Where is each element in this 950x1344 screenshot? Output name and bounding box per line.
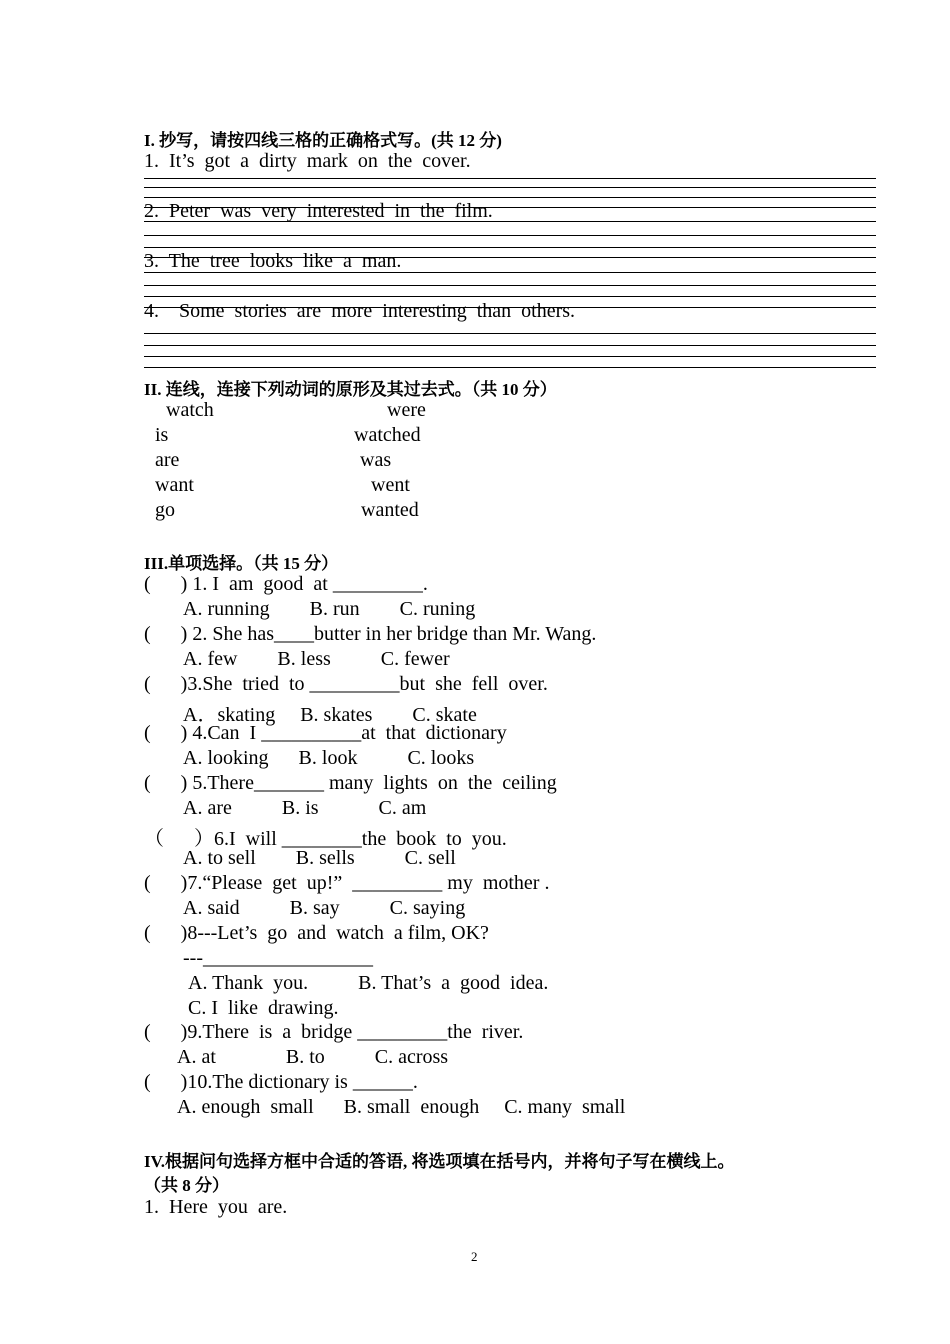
writing-line [144, 285, 876, 286]
question-7: ( )7.“Please get up!” _________ my mother . [144, 872, 550, 894]
question-7-options: A. said B. say C. saying [183, 897, 466, 919]
question-10: ( )10.The dictionary is ______. [144, 1071, 418, 1093]
question-8-option-c: C. I like drawing. [188, 997, 339, 1019]
verb-past-watched: watched [354, 424, 421, 446]
question-1: ( ) 1. I am good at _________. [144, 573, 428, 595]
writing-line [144, 197, 876, 198]
question-2: ( ) 2. She has____butter in her bridge than Mr. Wang. [144, 623, 597, 645]
writing-line [144, 272, 876, 273]
question-8-answer-blank: ---_________________ [183, 947, 373, 969]
verb-base-go: go [155, 499, 175, 521]
question-2-options: A. few B. less C. fewer [183, 648, 450, 670]
question-4-options: A. looking B. look C. looks [183, 747, 475, 769]
question-9-options: A. at B. to C. across [177, 1046, 449, 1068]
question-5: ( ) 5.There_______ many lights on the ceiling [144, 772, 557, 794]
writing-line [144, 178, 876, 179]
verb-base-watch: watch [166, 399, 214, 421]
question-10-options: A. enough small B. small enough C. many small [177, 1096, 626, 1118]
question-3-options: A．skating B. skates C. skate [183, 704, 477, 726]
section-3-heading: III.单项选择。（共 15 分） [144, 554, 339, 573]
writing-line [144, 345, 876, 346]
page-number: 2 [471, 1249, 478, 1264]
question-6: （ ）6.I will ________the book to you. [144, 828, 507, 850]
verb-base-is: is [155, 424, 169, 446]
section-4-heading: IV.根据问句选择方框中合适的答语, 将选项填在括号内，并将句子写在横线上。 [144, 1152, 735, 1171]
verb-past-was: was [360, 449, 392, 471]
writing-line [144, 187, 876, 188]
question-6-options: A. to sell B. sells C. sell [183, 847, 456, 869]
question-3: ( )3.She tried to _________but she fell over. [144, 673, 548, 695]
question-8-options-ab: A. Thank you. B. That’s a good idea. [188, 972, 549, 994]
writing-line [144, 247, 876, 248]
copy-sentence-3: 3. The tree looks like a man. [144, 250, 402, 272]
verb-base-are: are [155, 449, 180, 471]
section-2-heading: II. 连线，连接下列动词的原形及其过去式。（共 10 分） [144, 380, 557, 399]
copy-sentence-2: 2. Peter was very interested in the film. [144, 200, 493, 222]
writing-line [144, 333, 876, 334]
verb-past-wanted: wanted [361, 499, 419, 521]
question-9: ( )9.There is a bridge _________the river. [144, 1021, 524, 1043]
writing-line [144, 235, 876, 236]
writing-line [144, 221, 876, 222]
section-4-points: （共 8 分） [144, 1176, 229, 1195]
question-8: ( )8---Let’s go and watch a film, OK? [144, 922, 489, 944]
copy-sentence-1: 1. It’s got a dirty mark on the cover. [144, 150, 471, 172]
dialogue-line-1: 1. Here you are. [144, 1196, 288, 1218]
question-5-options: A. are B. is C. am [183, 797, 427, 819]
question-1-options: A. running B. run C. runing [183, 598, 476, 620]
section-1-heading: I. 抄写，请按四线三格的正确格式写。(共 12 分) [144, 131, 502, 150]
question-4: ( ) 4.Can I __________at that dictionary [144, 722, 507, 744]
verb-base-want: want [155, 474, 194, 496]
verb-past-went: went [371, 474, 410, 496]
writing-line [144, 296, 876, 297]
copy-sentence-4: 4. Some stories are more interesting than others. [144, 300, 576, 322]
verb-past-were: were [387, 399, 426, 421]
writing-line [144, 356, 876, 357]
writing-line [144, 367, 876, 368]
